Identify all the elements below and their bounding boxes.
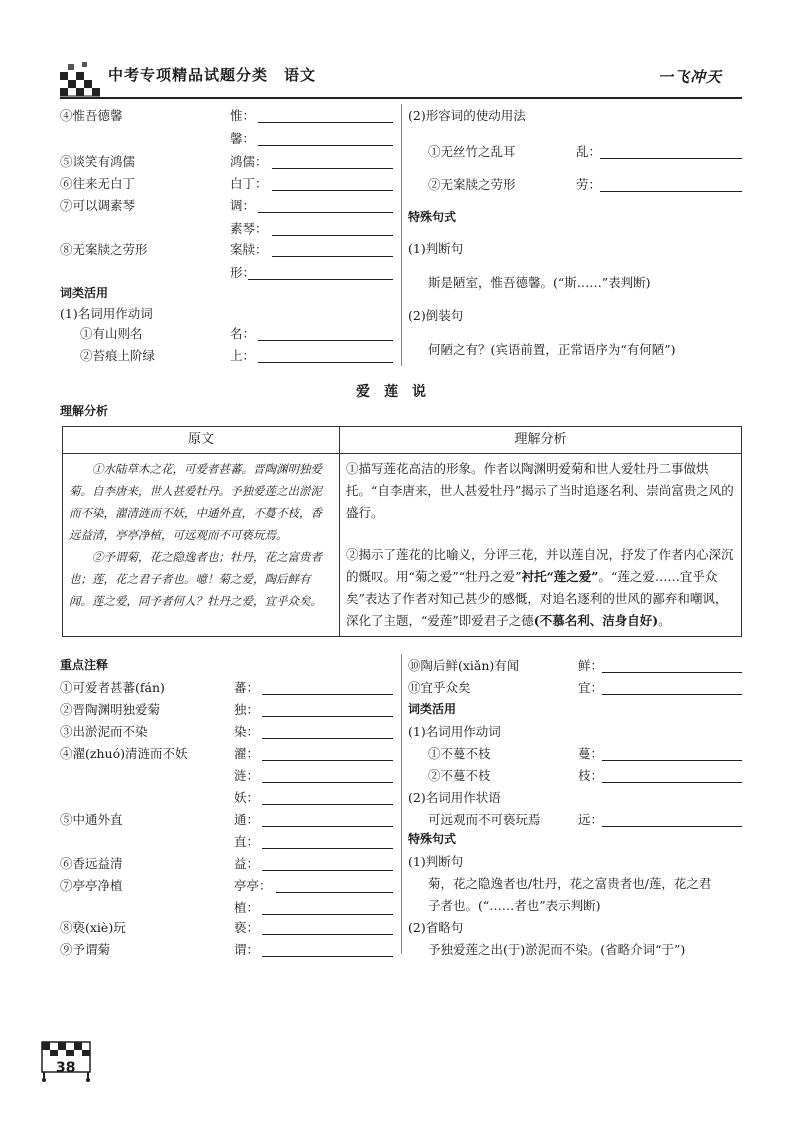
field-label: 远：: [578, 812, 604, 827]
field-label: 独：: [234, 702, 260, 717]
answer-blank[interactable]: [258, 362, 393, 363]
answer-blank[interactable]: [258, 122, 393, 123]
entry-phrase: ④惟吾德馨: [60, 108, 123, 123]
field-label: 染：: [234, 724, 260, 739]
answer-blank[interactable]: [258, 212, 393, 213]
answer-blank[interactable]: [262, 934, 393, 935]
sentence-example: 菊，花之隐逸者也/牡丹，花之富贵者也/莲，花之君: [428, 876, 712, 891]
field-label: 益：: [234, 856, 260, 871]
field-label: 鸿儒：: [230, 154, 268, 169]
answer-blank[interactable]: [262, 804, 393, 805]
sentence-example: 何陋之有？(宾语前置，正常语序为“有何陋”): [428, 342, 676, 357]
original-paragraph-2: ②予谓菊，花之隐逸者也；牡丹，花之富贵者也；莲，花之君子者也。噫！菊之爱，陶后鲜有闻。莲之爱，同予者何人？牡丹之爱，宜乎众矣。: [69, 550, 322, 608]
field-label: 案牍：: [230, 242, 268, 257]
entry-phrase: ②晋陶渊明独爱菊: [60, 702, 161, 717]
section-heading: 词类活用: [60, 286, 109, 300]
entry-phrase: ⑦亭亭净植: [60, 878, 123, 893]
entry-phrase: ①不蔓不枝: [428, 746, 491, 761]
entry-phrase: ④濯(zhuó)清涟而不妖: [60, 746, 188, 761]
section-heading: 理解分析: [60, 404, 109, 418]
analysis-paragraph-2: [346, 544, 735, 632]
field-label: 馨：: [230, 131, 256, 146]
field-label: 宜：: [578, 680, 604, 695]
entry-phrase: ⑥往来无白丁: [60, 176, 136, 191]
field-label: 蔓：: [578, 746, 604, 761]
field-label: 涟：: [234, 768, 260, 783]
entry-phrase: ②苔痕上阶绿: [80, 348, 156, 363]
sentence-example: 斯是陋室，惟吾德馨。(“斯……”表判断): [428, 275, 651, 290]
entry-phrase: ⑥香远益清: [60, 856, 123, 871]
entry-phrase: ⑧无案牍之劳形: [60, 242, 148, 257]
answer-blank[interactable]: [262, 694, 393, 695]
answer-blank[interactable]: [262, 914, 393, 915]
analysis-text-cell: [340, 454, 742, 637]
entry-phrase: ⑪宜乎众矣: [408, 680, 471, 695]
answer-blank[interactable]: [262, 760, 393, 761]
field-label: 亭亭：: [234, 878, 272, 893]
field-label: 乱：: [576, 144, 602, 159]
table-header-analysis: 理解分析: [340, 427, 742, 454]
lesson-title: 爱 莲 说: [356, 384, 426, 400]
header-rule: [60, 97, 742, 99]
answer-blank[interactable]: [272, 256, 393, 257]
answer-blank[interactable]: [262, 716, 393, 717]
sentence-example: 子者也。(“……者也”表示判断): [428, 898, 601, 913]
answer-blank[interactable]: [276, 892, 393, 893]
header-checker-logo: [60, 62, 100, 98]
analysis-text: 。: [658, 613, 671, 628]
answer-blank[interactable]: [258, 340, 393, 341]
field-label: 妖：: [234, 790, 260, 805]
answer-blank[interactable]: [258, 145, 393, 146]
entry-phrase: ③出淤泥而不染: [60, 724, 148, 739]
answer-blank[interactable]: [602, 672, 742, 673]
entry-phrase: ⑤谈笑有鸿儒: [60, 154, 136, 169]
analysis-paragraph-1: ①描写莲花高洁的形象。作者以陶渊明爱菊和世人爱牡丹二事做烘托。“自李唐来，世人甚爱牡丹”揭示了当时追逐名利、崇尚富贵之风的盛行。: [346, 461, 734, 520]
answer-blank[interactable]: [600, 158, 742, 159]
subheading: (2)倒装句: [408, 308, 464, 323]
field-label: 白丁：: [230, 176, 268, 191]
field-label: 谓：: [234, 942, 260, 957]
field-label: 名：: [230, 326, 256, 341]
answer-blank[interactable]: [602, 826, 742, 827]
answer-blank[interactable]: [248, 279, 393, 280]
field-label: 枝：: [578, 768, 604, 783]
entry-phrase: ⑦可以调素琴: [60, 198, 136, 213]
field-label: 濯：: [234, 746, 260, 761]
analysis-text: ②揭示了莲花的比喻义，分评三花，并以莲自况，抒发了作者内心深沉的慨叹。用“菊之爱”“牡丹之爱”: [346, 547, 734, 584]
page-number: 38: [56, 1060, 76, 1076]
field-label: 素琴：: [230, 221, 268, 236]
entry-phrase: ⑧亵(xiè)玩: [60, 920, 126, 935]
entry-phrase: ⑩陶后鲜(xiǎn)有闻: [408, 658, 520, 673]
field-label: 鲜：: [578, 658, 604, 673]
subheading: (2)名词用作状语: [408, 790, 501, 805]
answer-blank[interactable]: [600, 191, 742, 192]
table-header-original: 原文: [63, 427, 340, 454]
analysis-emphasis: 衬托“莲之爱”: [521, 569, 599, 584]
field-label: 形：: [230, 265, 256, 280]
field-label: 上：: [230, 348, 256, 363]
analysis-text: 。“莲之爱……宜乎众矣”表达了作者对知己甚少的感慨，对追名逐利的世风的鄙弃和嘲讽，深化了主题，“爱莲”即爱君子之德: [346, 569, 728, 628]
subheading: (2)形容词的使动用法: [408, 108, 526, 123]
original-paragraph-1: ①水陆草木之花，可爱者甚蕃。晋陶渊明独爱菊。自李唐来，世人甚爱牡丹。予独爱莲之出淤泥而不染，濯清涟而不妖，中通外直，不蔓不枝，香远益清，亭亭净植，可远观而不可亵玩焉。: [69, 462, 322, 542]
answer-blank[interactable]: [272, 168, 393, 169]
subheading: (1)判断句: [408, 241, 464, 256]
answer-blank[interactable]: [602, 782, 742, 783]
answer-blank[interactable]: [272, 190, 393, 191]
section-heading: 特殊句式: [408, 210, 457, 224]
field-label: 直：: [234, 834, 260, 849]
section-heading: 重点注释: [60, 658, 109, 672]
sentence-example: 予独爱莲之出(于)淤泥而不染。(省略介词“于”): [428, 942, 686, 957]
subheading: (1)名词用作动词: [408, 724, 501, 739]
original-text-cell: [63, 454, 340, 637]
entry-phrase: ⑤中通外直: [60, 812, 123, 827]
subheading: (1)名词用作动词: [60, 306, 153, 321]
analysis-emphasis: (不慕名利、洁身自好): [533, 613, 659, 628]
answer-blank[interactable]: [262, 848, 393, 849]
column-divider-top: [401, 104, 402, 366]
field-label: 劳：: [576, 177, 602, 192]
entry-phrase: 可远观而不可亵玩焉: [428, 812, 541, 827]
answer-blank[interactable]: [262, 826, 393, 827]
entry-phrase: ②无案牍之劳形: [428, 177, 516, 192]
header-logo: 一飞冲天: [658, 68, 723, 86]
column-divider-bottom: [401, 654, 402, 954]
answer-blank[interactable]: [602, 760, 742, 761]
field-label: 亵：: [234, 920, 260, 935]
entry-phrase: ②不蔓不枝: [428, 768, 491, 783]
section-heading: 词类活用: [408, 702, 457, 716]
answer-blank[interactable]: [262, 782, 393, 783]
entry-phrase: ①可爱者甚蕃(fán): [60, 680, 165, 695]
subheading: (2)省略句: [408, 920, 464, 935]
table-header-row: [63, 427, 742, 454]
entry-phrase: ①无丝竹之乱耳: [428, 144, 516, 159]
field-label: 通：: [234, 812, 260, 827]
field-label: 蕃：: [234, 680, 260, 695]
entry-phrase: ⑨予谓菊: [60, 942, 111, 957]
table-row: [63, 454, 742, 637]
analysis-table: [62, 426, 742, 637]
answer-blank[interactable]: [262, 738, 393, 739]
answer-blank[interactable]: [272, 235, 393, 236]
field-label: 植：: [234, 900, 260, 915]
section-heading: 特殊句式: [408, 832, 457, 846]
answer-blank[interactable]: [262, 956, 393, 957]
field-label: 惟：: [230, 108, 256, 123]
entry-phrase: ①有山则名: [80, 326, 143, 341]
header-title: 中考专项精品试题分类 语文: [108, 66, 317, 84]
answer-blank[interactable]: [262, 870, 393, 871]
answer-blank[interactable]: [602, 694, 742, 695]
subheading: (1)判断句: [408, 854, 464, 869]
field-label: 调：: [230, 198, 256, 213]
